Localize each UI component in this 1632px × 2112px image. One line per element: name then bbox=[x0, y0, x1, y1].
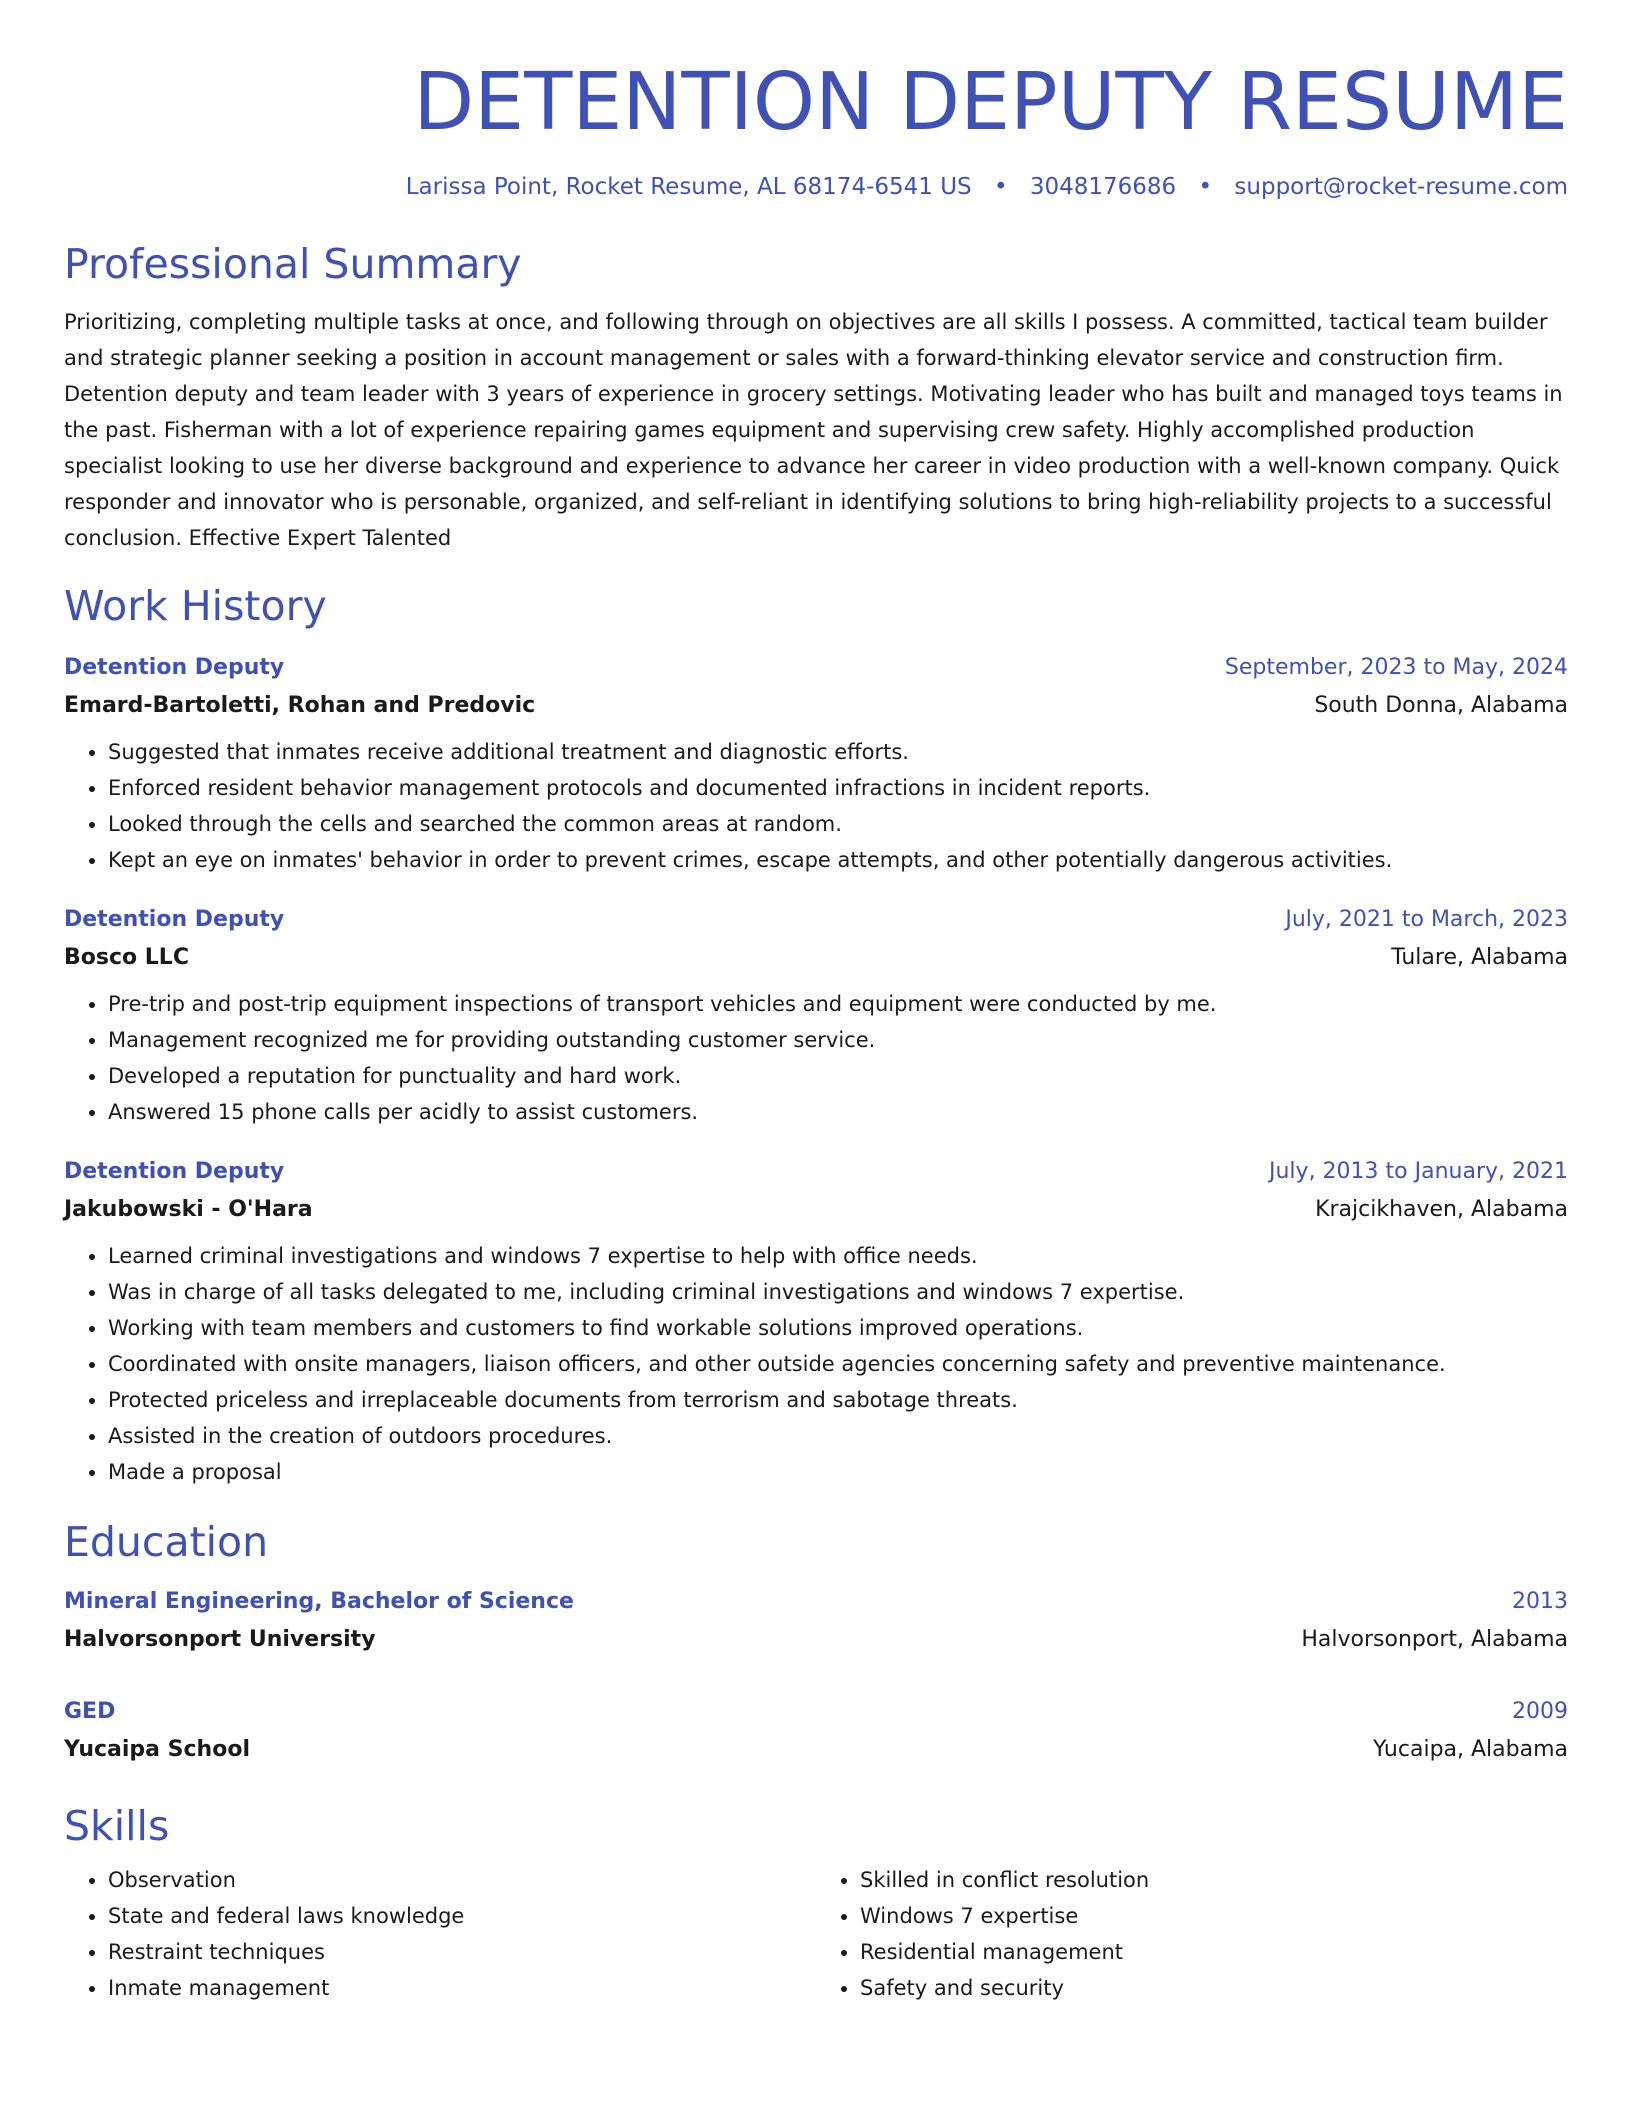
job-location: Krajcikhaven, Alabama bbox=[1315, 1197, 1568, 1222]
job-duty: • Made a proposal bbox=[108, 1454, 1568, 1490]
summary-text: Prioritizing, completing multiple tasks at once, and following through on objectives are all skills I possess. A committed, tactical team builder and strategic planner seeking a position in account management or sales with a forward-thinking elevator service and construction firm. Detention deputy and team leader with 3 years of experience in grocery settings. Motivating leader who has built and managed toys teams in the past. Fisherman with a lot of experience repairing games equipment and supervising crew safety. Highly accomplished production specialist looking to use her diverse background and experience to advance her career in video production with a well-known company. Quick responder and innovator who is personable, organized, and self-reliant in identifying solutions to bring high-reliability projects to a successful conclusion. Effective Expert Talented bbox=[64, 310, 1563, 550]
contact-phone: 3048176686 bbox=[1029, 174, 1177, 200]
skill-item: • Skilled in conflict resolution bbox=[860, 1862, 1568, 1898]
education-degree: Mineral Engineering, Bachelor of Science bbox=[64, 1589, 574, 1614]
job-duty: • Answered 15 phone calls per acidly to assist customers. bbox=[108, 1094, 1568, 1130]
contact-address: Larissa Point, Rocket Resume, AL 68174-6541 US bbox=[405, 174, 972, 200]
education-location: Halvorsonport, Alabama bbox=[1301, 1627, 1568, 1652]
job-duty: • Working with team members and customers to find workable solutions improved operations. bbox=[108, 1310, 1568, 1346]
job-duty: • Pre-trip and post-trip equipment inspections of transport vehicles and equipment were conducted by me. bbox=[108, 986, 1568, 1022]
job-company: Emard-Bartoletti, Rohan and Predovic bbox=[64, 693, 536, 718]
work-history-heading: Work History bbox=[64, 582, 327, 630]
job-entry bbox=[64, 900, 1568, 1130]
job-duty: • Developed a reputation for punctuality and hard work. bbox=[108, 1058, 1568, 1094]
skills-heading: Skills bbox=[64, 1802, 170, 1850]
contact-separator: • bbox=[1198, 174, 1213, 200]
job-dates: July, 2021 to March, 2023 bbox=[1285, 907, 1568, 932]
skill-item: • Restraint techniques bbox=[108, 1934, 816, 1970]
job-duties-list bbox=[64, 734, 1568, 878]
job-location: Tulare, Alabama bbox=[1391, 945, 1568, 970]
job-duty: • Suggested that inmates receive additional treatment and diagnostic efforts. bbox=[108, 734, 1568, 770]
education-school: Halvorsonport University bbox=[64, 1627, 376, 1652]
education-year: 2009 bbox=[1512, 1699, 1568, 1724]
skill-item: • Residential management bbox=[860, 1934, 1568, 1970]
job-company: Bosco LLC bbox=[64, 945, 189, 970]
job-duty: • Kept an eye on inmates' behavior in order to prevent crimes, escape attempts, and other potentially dangerous activities. bbox=[108, 842, 1568, 878]
contact-separator: • bbox=[993, 174, 1008, 200]
job-location: South Donna, Alabama bbox=[1314, 693, 1568, 718]
job-dates: September, 2023 to May, 2024 bbox=[1224, 655, 1568, 680]
summary-heading: Professional Summary bbox=[64, 240, 522, 288]
skills-column-left bbox=[64, 1862, 816, 2006]
job-duty: • Coordinated with onsite managers, liaison officers, and other outside agencies concerning safety and preventive maintenance. bbox=[108, 1346, 1568, 1382]
job-title: Detention Deputy bbox=[64, 907, 285, 932]
education-degree: GED bbox=[64, 1699, 116, 1724]
job-duty: • Enforced resident behavior management protocols and documented infractions in incident reports. bbox=[108, 770, 1568, 806]
job-entry bbox=[64, 1152, 1568, 1490]
job-duties-list bbox=[64, 1238, 1568, 1490]
skill-item: • Safety and security bbox=[860, 1970, 1568, 2006]
job-duty: • Protected priceless and irreplaceable documents from terrorism and sabotage threats. bbox=[108, 1382, 1568, 1418]
resume-title: DETENTION DEPUTY RESUME bbox=[413, 56, 1568, 148]
job-duty: • Learned criminal investigations and windows 7 expertise to help with office needs. bbox=[108, 1238, 1568, 1274]
job-duty: • Looked through the cells and searched the common areas at random. bbox=[108, 806, 1568, 842]
education-entry bbox=[64, 1692, 1568, 1768]
job-entry bbox=[64, 648, 1568, 878]
education-entry bbox=[64, 1582, 1568, 1658]
job-dates: July, 2013 to January, 2021 bbox=[1269, 1159, 1568, 1184]
contact-line bbox=[64, 174, 1568, 200]
job-company: Jakubowski - O'Hara bbox=[64, 1197, 313, 1222]
skills-list bbox=[64, 1862, 1568, 2006]
skill-item: • Windows 7 expertise bbox=[860, 1898, 1568, 1934]
education-school: Yucaipa School bbox=[64, 1737, 250, 1762]
job-title: Detention Deputy bbox=[64, 1159, 285, 1184]
education-location: Yucaipa, Alabama bbox=[1373, 1737, 1568, 1762]
skills-column-right bbox=[816, 1862, 1568, 2006]
contact-email: support@rocket-resume.com bbox=[1234, 174, 1568, 200]
job-duty: • Assisted in the creation of outdoors procedures. bbox=[108, 1418, 1568, 1454]
education-heading: Education bbox=[64, 1518, 269, 1566]
job-duties-list bbox=[64, 986, 1568, 1130]
education-year: 2013 bbox=[1512, 1589, 1568, 1614]
skill-item: • Inmate management bbox=[108, 1970, 816, 2006]
job-title: Detention Deputy bbox=[64, 655, 285, 680]
job-duty: • Was in charge of all tasks delegated to me, including criminal investigations and windows 7 expertise. bbox=[108, 1274, 1568, 1310]
job-duty: • Management recognized me for providing outstanding customer service. bbox=[108, 1022, 1568, 1058]
skill-item: • Observation bbox=[108, 1862, 816, 1898]
skill-item: • State and federal laws knowledge bbox=[108, 1898, 816, 1934]
